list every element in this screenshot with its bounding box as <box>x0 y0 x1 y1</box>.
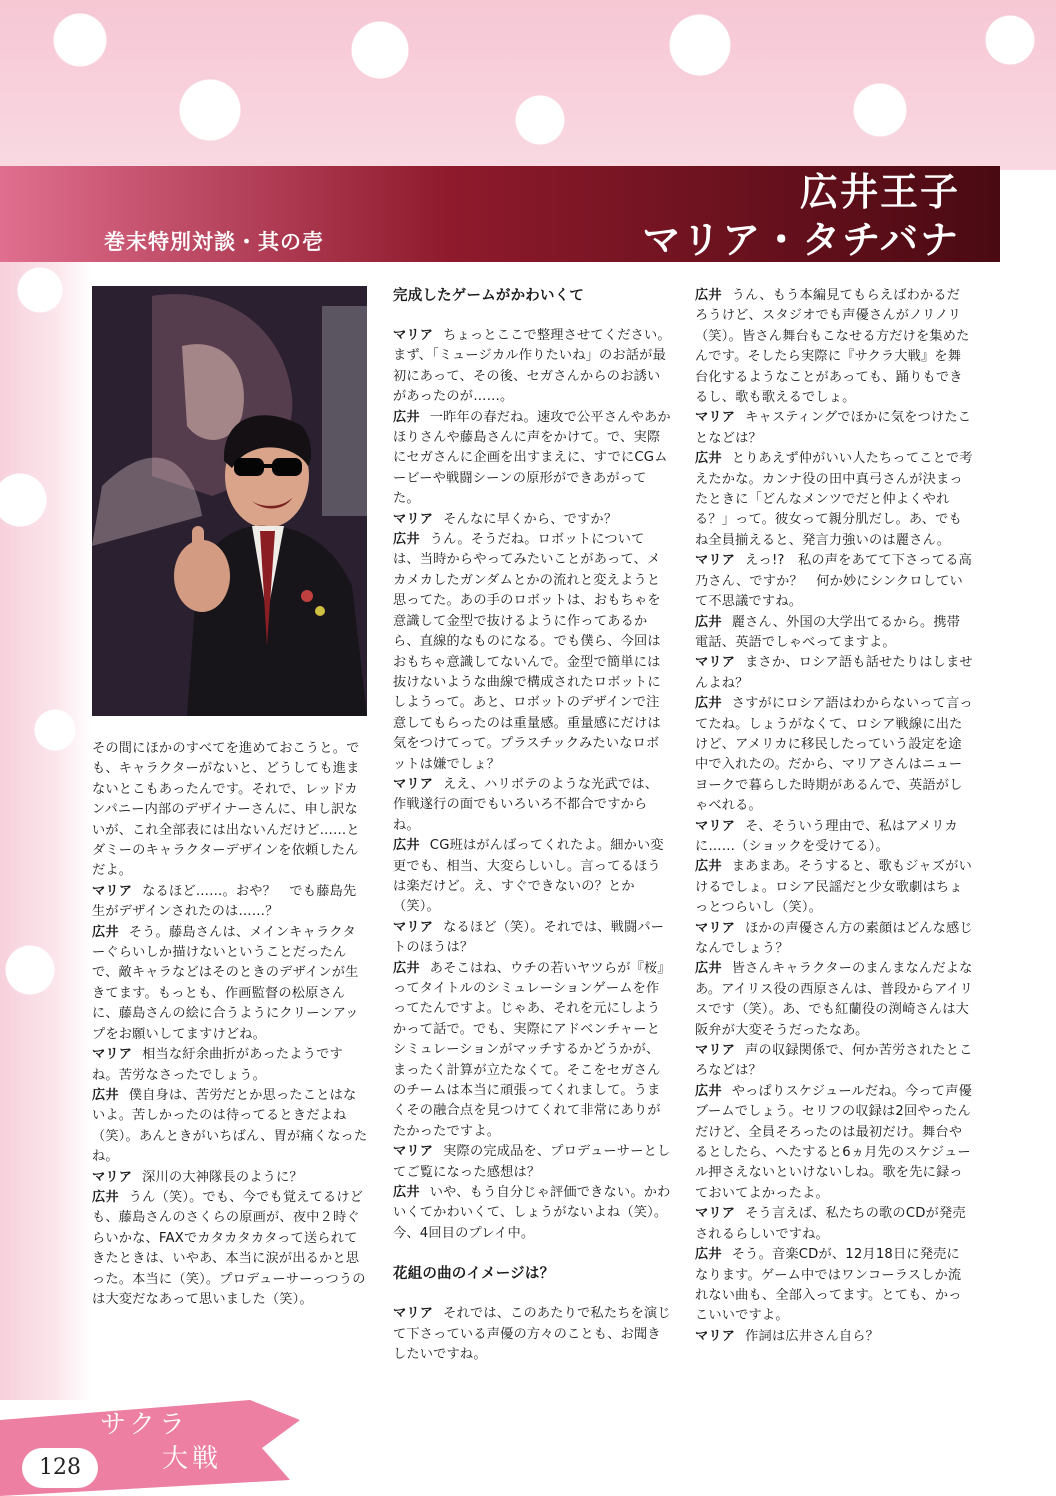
speech-text: ええ、ハリボテのような光武では、作戦遂行の面でもいろいろ不都合ですからね。 <box>393 776 659 833</box>
portrait-illustration <box>92 286 367 716</box>
speaker-name: 広井 <box>92 1087 119 1103</box>
dialogue-line <box>695 1082 973 1204</box>
title-line-1: 広井王子 <box>799 170 960 214</box>
dialogue-line <box>393 918 671 959</box>
speaker-name: 広井 <box>695 451 722 467</box>
dialogue-line <box>92 1045 368 1086</box>
speaker-name: マリア <box>695 410 736 426</box>
dialogue-line <box>92 1168 368 1188</box>
sakura-pattern-sidebar <box>0 170 92 1400</box>
speaker-name: マリア <box>92 1047 133 1063</box>
speaker-name: 広井 <box>393 960 420 976</box>
logo-line-1: サクラ <box>100 1410 189 1440</box>
speaker-name: マリア <box>695 553 736 569</box>
speaker-name: 広井 <box>393 838 420 854</box>
dialogue-line <box>695 613 973 654</box>
speaker-name: マリア <box>695 920 736 936</box>
dialogue-line <box>695 286 973 408</box>
banner-subtitle: 巻末特別対談・其の壱 <box>104 230 324 254</box>
page-number: 128 <box>22 1448 98 1488</box>
speaker-name: マリア <box>695 1206 736 1222</box>
column-right <box>695 286 973 1347</box>
dialogue-line <box>393 836 671 918</box>
speaker-name: マリア <box>393 919 434 935</box>
dialogue-line <box>393 775 671 836</box>
speech-text: その間にほかのすべてを進めておこうと。でも、キャラクターがないと、どうしても進まないとこもあったんです。それで、レッドカンパニー内部のデザイナーさんに、申し訳ないが、これ全部表には出ないんだけど……とダミーのキャラクターデザインを依頼したんだよ。 <box>92 741 360 879</box>
dialogue-line <box>695 694 973 816</box>
dialogue-line <box>695 959 973 1041</box>
dialogue-line <box>92 923 368 1045</box>
speaker-name: 広井 <box>695 696 722 712</box>
dialogue-line <box>393 1142 671 1183</box>
speaker-name: マリア <box>393 328 434 343</box>
speaker-name: マリア <box>92 1169 133 1185</box>
dialogue-line <box>393 1304 671 1365</box>
dialogue-line <box>393 959 671 1143</box>
dialogue-line <box>695 1204 973 1245</box>
speaker-name: マリア <box>393 1306 434 1322</box>
speaker-name: 広井 <box>695 1247 722 1263</box>
speech-text: ほかの声優さん方の素顔はどんな感じなんでしょう？ <box>695 920 973 956</box>
sakura-pattern-header <box>0 0 1056 170</box>
speech-text: やっぱりスケジュールだね。今って声優ブームでしょう。セリフの収録は2回やったんだけど、全員そろったのは最初だけ。舞台やるとしたら、へたすると6ヵ月先のスケジュール押さえないといけないしね。歌を先に録っておいてよかったよ。 <box>695 1083 972 1201</box>
logo-line-2: 大戦 <box>162 1444 223 1474</box>
interview-photo <box>92 286 367 716</box>
speaker-name: マリア <box>695 1328 736 1344</box>
dialogue-line <box>695 817 973 858</box>
speaker-name: マリア <box>92 883 133 899</box>
speaker-name: 広井 <box>393 1185 420 1201</box>
dialogue-block-1 <box>393 326 671 1244</box>
speech-text: いや、もう自分じゃ評価できない。かわいくてかわいくて、しょうがないよね（笑）。今、4回目のプレイ中。 <box>393 1185 671 1241</box>
speaker-name: マリア <box>393 511 434 527</box>
speech-text: 実際の完成品を、プロデューサーとしてご覧になった感想は？ <box>393 1144 671 1180</box>
dialogue-line <box>695 1245 973 1327</box>
speaker-name: 広井 <box>92 924 119 940</box>
section-heading-song-image: 花組の曲のイメージは？ <box>393 1266 555 1283</box>
speaker-name: マリア <box>393 1144 434 1160</box>
dialogue-line <box>695 919 973 960</box>
dialogue-line <box>695 653 973 694</box>
speaker-name: 広井 <box>695 288 722 303</box>
speech-text: そんなに早くから、ですか？ <box>443 511 618 527</box>
speech-text: うん（笑）。でも、今でも覚えてるけども、藤島さんのさくらの原画が、夜中２時ぐらいかな、FAXでカタカタカタって送られてきたときは、いやあ、本当に涙が出るかと思った。本当に（笑）。プロデューサーっつうのは大変だなあって思いました（笑）。 <box>92 1189 366 1307</box>
speech-text: まあまあ。そうすると、歌もジャズがいけるでしょ。ロシア民謡だと少女歌劇はちょっとつらいし（笑）。 <box>695 859 972 916</box>
dialogue-line <box>393 408 671 510</box>
speaker-name: マリア <box>695 818 736 834</box>
speech-text: さすがにロシア語はわからないって言ってたね。しょうがなくて、ロシア戦線に出たけど、アメリカに移民したっていう設定を途中で入れたの。だから、マリアさんはニューヨークで暮らした時期があるんで、英語がしゃべれる。 <box>695 696 973 814</box>
dialogue-line <box>393 326 671 408</box>
dialogue-line <box>695 551 973 612</box>
speaker-name: 広井 <box>92 1189 119 1205</box>
dialogue-block-2 <box>393 1304 671 1365</box>
speaker-name: 広井 <box>695 961 722 977</box>
speech-text: 作詞は広井さん自ら？ <box>745 1328 880 1344</box>
speaker-name: 広井 <box>695 614 722 630</box>
speech-text: 麗さん、外国の大学出てるから。携帯電話、英語でしゃべってますよ。 <box>695 614 961 650</box>
dialogue-line <box>393 530 671 775</box>
speaker-name: マリア <box>695 655 736 671</box>
speech-text: ちょっとここで整理させてください。まず、「ミュージカル作りたいね」のお話が最初にあって、その後、セガさんからのお誘いがあったのが……。 <box>393 328 671 405</box>
speech-text: CG班はがんばってくれたよ。細かい変更でも、相当、大変らしいし。言ってるほうは楽だけど。え、すぐできないの？とか（笑）。 <box>393 838 664 915</box>
dialogue-line <box>92 739 368 882</box>
article-title <box>540 168 960 264</box>
title-line-2: マリア・タチバナ <box>642 218 960 262</box>
speech-text: 深川の大神隊長のように？ <box>142 1169 303 1185</box>
dialogue-line <box>695 449 973 551</box>
column-middle <box>393 286 671 1366</box>
dialogue-line <box>92 1086 368 1168</box>
speech-text: 相当な紆余曲折があったようですね。苦労なさったでしょう。 <box>92 1047 343 1083</box>
speech-text: うん、もう本編見てもらえばわかるだろうけど、スタジオでも声優さんがノリノリ（笑）。皆さん舞台もこなせる方だけを集めたんです。そしたら実際に『サクラ大戦』を舞台化するようなことがあっても、踊りもできるし、歌も歌えるでしょ。 <box>695 288 970 406</box>
speaker-name: 広井 <box>393 532 420 548</box>
speech-text: それでは、このあたりで私たちを演じて下さっている声優の方々のことも、お聞きしたいですね。 <box>393 1306 671 1363</box>
sakura-taisen-logo <box>100 1408 260 1476</box>
speech-text: 僕自身は、苦労だとか思ったことはないよ。苦しかったのは待ってるときだよね（笑）。あんときがいちばん、胃が痛くなったね。 <box>92 1087 368 1165</box>
speech-text: えっ!? 私の声をあてて下さってる高乃さん、ですか？ 何か妙にシンクロしていて不思議ですね。 <box>695 553 973 610</box>
speech-text: キャスティングでほかに気をつけたことなどは？ <box>695 410 972 446</box>
section-heading-finished-game: 完成したゲームがかわいくて <box>393 288 585 304</box>
dialogue-line <box>92 882 368 923</box>
dialogue-line <box>695 1327 973 1347</box>
speech-text: そう言えば、私たちの歌のCDが発売されるらしいですね。 <box>695 1206 966 1242</box>
speech-text: なるほど……。おや？ でも藤島先生がデザインされたのは……？ <box>92 883 357 920</box>
speaker-name: 広井 <box>393 409 420 425</box>
speech-text: あそこはね、ウチの若いヤツらが『桜』ってタイトルのシミュレーションゲームを作ってたんですよ。じゃあ、それを元にしようかって話で。でも、実際にアドベンチャーとシミュレーションがマッチするかどうかが、まったく計算が立たなくて。そこをセガさんのチームは本当に頑張ってくれまして。うまくその融合点を見つけてくれて非常にありがたかったですよ。 <box>393 960 671 1139</box>
speaker-name: 広井 <box>695 1083 722 1099</box>
speaker-name: 広井 <box>695 859 722 875</box>
dialogue-line <box>695 408 973 449</box>
dialogue-line <box>695 1041 973 1082</box>
speech-text: そう。藤島さんは、メインキャラクターぐらいしか描けないということだったんで、敵キャラなどはそのときのデザインが生きてます。もっとも、作画監督の松原さんに、藤島さんの絵に合うようにクリーンアップをお願いしてますけどね。 <box>92 924 359 1042</box>
speech-text: なるほど（笑）。それでは、戦闘パートのほうは？ <box>393 919 665 956</box>
speech-text: 一昨年の春だね。速攻で公平さんやあかほりさんや藤島さんに声をかけて。で、実際にセガさんに企画を出すまえに、すでにCGムービーや戦闘シーンの原形ができあがってた。 <box>393 409 671 507</box>
speech-text: 皆さんキャラクターのまんまなんだよなあ。アイリス役の西原さんは、普段からアイリスです（笑）。あ、でも紅蘭役の渕崎さんは大阪弁が大変そうだったなあ。 <box>695 961 973 1038</box>
dialogue-line <box>393 1183 671 1244</box>
speech-text: まさか、ロシア語も話せたりはしませんよね？ <box>695 655 973 691</box>
column-left <box>92 739 368 1310</box>
speech-text: 声の収録関係で、何か苦労されたところなどは？ <box>695 1043 973 1079</box>
speech-text: うん。そうだね。ロボットについては、当時からやってみたいことがあって、メカメカしたガンダムとかの流れと変えようと思ってた。あの手のロボットは、おもちゃを意識して金型で抜けるように作ってあるから、直線的なものになる。でも僕ら、今回はおもちゃ意識してないんで。金型で簡単には抜けないような曲線で構成されたロボットにしようって。あと、ロボットのデザインで注意してもらったのは重量感。重量感にだけは気をつけてって。プラスチックみたいなロボットは嫌でしょ？ <box>393 532 661 772</box>
dialogue-line <box>393 510 671 530</box>
speaker-name: マリア <box>695 1043 736 1059</box>
speech-text: とりあえず仲がいい人たちってことで考えたかな。カンナ役の田中真弓さんが決まったときに「どんなメンツでだと仲よくやれる？」って。彼女って親分肌だし。あ、でもね全員揃えると、発言力強いのは麗さん。 <box>695 451 973 548</box>
speech-text: そ、そういう理由で、私はアメリカに……（ショックを受けてる）。 <box>695 818 958 854</box>
speech-text: そう。音楽CDが、12月18日に発売になります。ゲーム中ではワンコーラスしか流れない曲も、全部入ってます。とても、かっこいいですよ。 <box>695 1247 962 1324</box>
dialogue-line <box>695 857 973 918</box>
speaker-name: マリア <box>393 776 434 792</box>
dialogue-line <box>92 1188 368 1310</box>
